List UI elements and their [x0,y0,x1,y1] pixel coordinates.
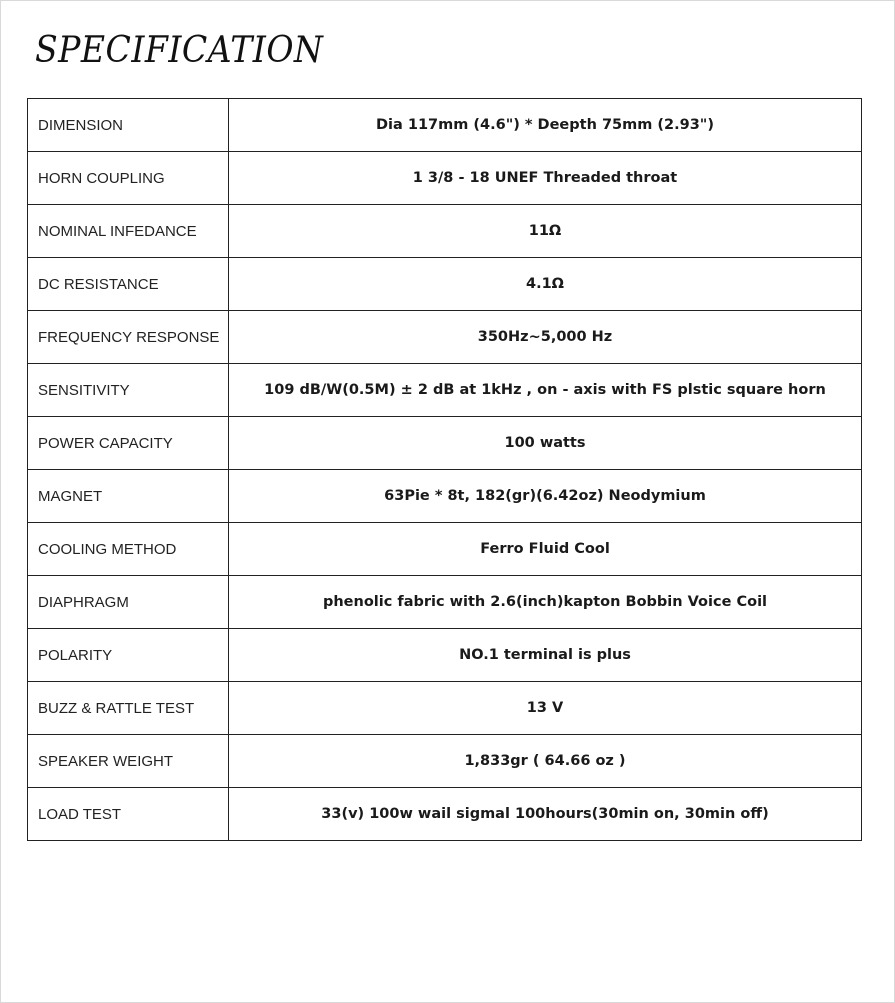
spec-value: 4.1Ω [229,258,862,311]
spec-value: 100 watts [229,417,862,470]
spec-row-polarity [28,629,862,682]
spec-label: MAGNET [28,470,229,523]
spec-value: 109 dB/W(0.5M) ± 2 dB at 1kHz , on - axis with FS plstic square horn [229,364,862,417]
spec-row-horn-coupling [28,152,862,205]
spec-label: DIMENSION [28,99,229,152]
spec-label: SPEAKER WEIGHT [28,735,229,788]
spec-row-sensitivity [28,364,862,417]
spec-label: COOLING METHOD [28,523,229,576]
spec-row-diaphragm [28,576,862,629]
spec-value: 350Hz~5,000 Hz [229,311,862,364]
spec-row-speaker-weight [28,735,862,788]
spec-row-power-capacity [28,417,862,470]
spec-row-magnet [28,470,862,523]
spec-value: 11Ω [229,205,862,258]
spec-label: DIAPHRAGM [28,576,229,629]
spec-row-nominal-impedance [28,205,862,258]
spec-row-load-test [28,788,862,841]
page-title: SPECIFICATION [35,30,324,71]
spec-value: 63Pie * 8t, 182(gr)(6.42oz) Neodymium [229,470,862,523]
spec-value: Dia 117mm (4.6") * Deepth 75mm (2.93") [229,99,862,152]
spec-value: 1,833gr ( 64.66 oz ) [229,735,862,788]
spec-row-dc-resistance [28,258,862,311]
spec-label: NOMINAL INFEDANCE [28,205,229,258]
spec-row-cooling-method [28,523,862,576]
spec-label: POLARITY [28,629,229,682]
spec-value: Ferro Fluid Cool [229,523,862,576]
spec-table [27,98,862,841]
spec-row-buzz-rattle-test [28,682,862,735]
spec-value: phenolic fabric with 2.6(inch)kapton Bobbin Voice Coil [229,576,862,629]
spec-value: 1 3/8 - 18 UNEF Threaded throat [229,152,862,205]
spec-label: HORN COUPLING [28,152,229,205]
spec-label: POWER CAPACITY [28,417,229,470]
spec-row-dimension [28,99,862,152]
spec-label: FREQUENCY RESPONSE [28,311,229,364]
spec-row-frequency-response [28,311,862,364]
spec-label: LOAD TEST [28,788,229,841]
spec-value: NO.1 terminal is plus [229,629,862,682]
spec-label: SENSITIVITY [28,364,229,417]
spec-value: 13 V [229,682,862,735]
spec-label: DC RESISTANCE [28,258,229,311]
spec-label: BUZZ & RATTLE TEST [28,682,229,735]
spec-value: 33(v) 100w wail sigmal 100hours(30min on, 30min off) [229,788,862,841]
